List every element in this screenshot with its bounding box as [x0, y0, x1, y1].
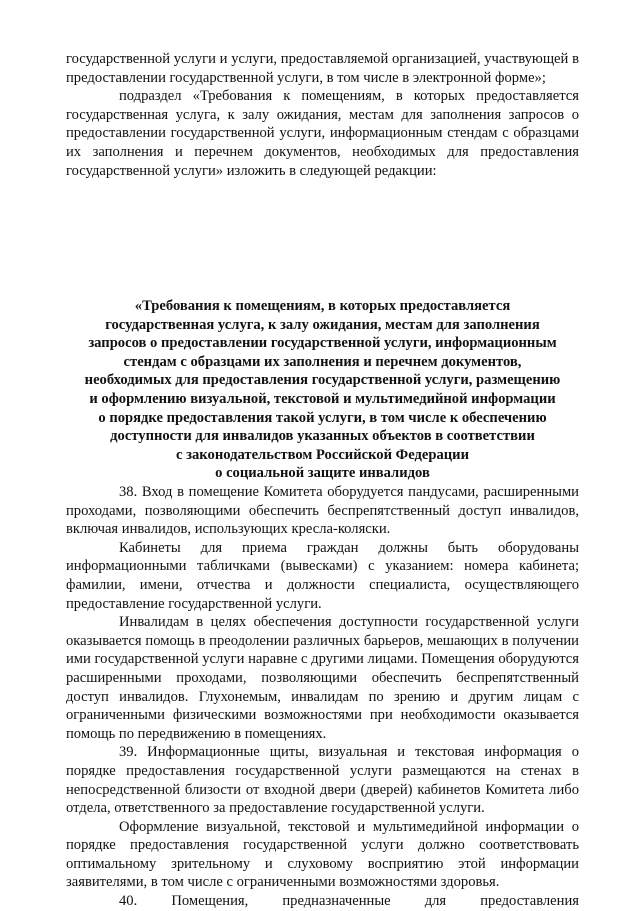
heading-line: государственная услуга, к залу ожидания, местам для заполнения: [105, 316, 540, 333]
heading-line: доступности для инвалидов указанных объектов в соответствии: [110, 428, 535, 445]
heading-line: «Требования к помещениям, в которых предоставляется: [134, 298, 511, 314]
paragraph-40: 40. Помещения, предназначенные для предоставления: [119, 893, 579, 910]
heading-line: с законодательством Российской Федерации: [176, 446, 469, 463]
paragraph-information-design: Оформление визуальной, текстовой и мультимедийной информации о порядке предоставления государственной услуги должно соответствовать оптимальному зрительному и слуховому восприятию этой информации заявителями, в том числе с ограниченными возможностями здоровья.: [66, 818, 579, 891]
section-heading: [66, 297, 579, 483]
heading-line: запросов о предоставлении государственной услуги, информационным: [88, 335, 557, 352]
heading-line: и оформлению визуальной, текстовой и мультимедийной информации: [89, 390, 556, 407]
paragraph-38: 38. Вход в помещение Комитета оборудуется пандусами, расширенными проходами, позволяющими обеспечить беспрепятственный доступ инвалидов, включая инвалидов, использующих кресла-коляски.: [66, 484, 579, 538]
heading-line: о социальной защите инвалидов: [215, 465, 430, 482]
paragraph-cabinets: Кабинеты для приема граждан должны быть оборудованы информационными табличками (вывесками) с указанием: номера кабинета; фамилии, имени, отчества и должности специалиста, осуществляющего предоставление государственной услуги.: [66, 539, 579, 612]
heading-line: стендам с образцами их заполнения и перечнем документов,: [123, 353, 522, 370]
heading-line: о порядке предоставления такой услуги, в том числе к обеспечению: [98, 409, 547, 426]
intro-paragraph-subsection: подраздел «Требования к помещениям, в которых предоставляется государственная услуга, к залу ожидания, местам для заполнения запросов о предоставлении государственной услуги, информационным стендам с образцами их заполнения и перечнем документов, необходимых для предоставления государственной услуги» изложить в следующей редакции:: [66, 88, 579, 179]
intro-paragraph-continuation: государственной услуги и услуги, предоставляемой организацией, участвующей в предоставлении государственной услуги, в том числе в электронной форме»;: [66, 51, 579, 86]
body-section: [66, 483, 579, 911]
paragraph-invalids-assistance: Инвалидам в целях обеспечения доступности государственной услуги оказывается помощь в преодолении различных барьеров, мешающих в получении ими государственной услуги наравне с другими лицами. Помещения оборудуются расширенными проходами, позволяющими обеспечить беспрепятственный доступ инвалидов. Глухонемым, инвалидам по зрению и другим лицам с ограниченными физическими возможностями при необходимости оказывается помощь по передвижению в помещениях.: [66, 614, 579, 742]
intro-section: [66, 50, 579, 180]
heading-line: необходимых для предоставления государственной услуги, размещению: [84, 372, 561, 389]
paragraph-39: 39. Информационные щиты, визуальная и текстовая информация о порядке предоставления государственной услуги размещаются на стенах в непосредственной близости от входной двери (дверей) кабинетов Комитета либо отдела, ответственного за предоставление государственной услуги.: [66, 744, 579, 817]
